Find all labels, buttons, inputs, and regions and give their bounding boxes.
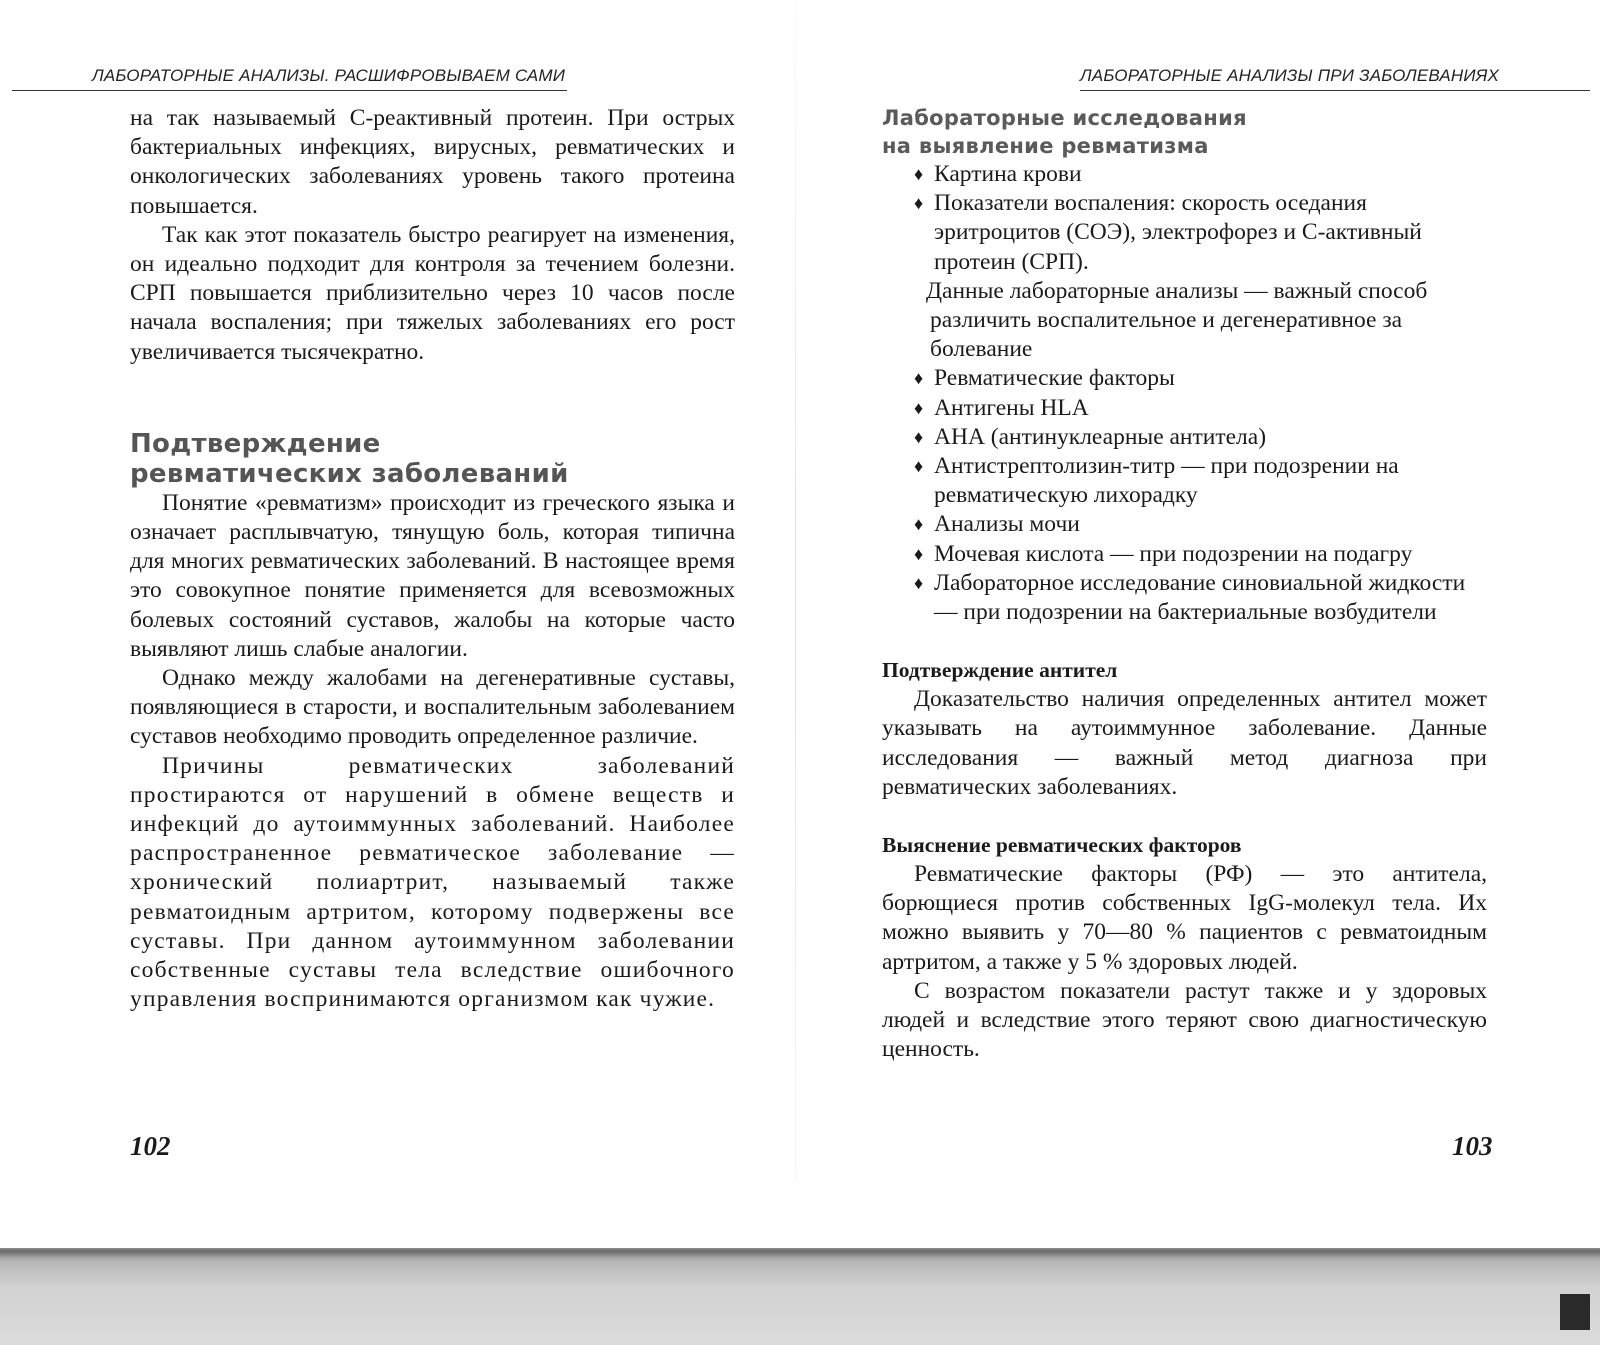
page-edge-shadow xyxy=(0,1248,1600,1258)
list-item: ♦ Показатели воспаления: скорость оседания эритроцитов (СОЭ), электрофорез и С-активный протеин (СРП). xyxy=(914,190,1422,275)
list-item: ♦ Ревматические факторы xyxy=(914,364,1487,393)
right-heading-line-1: Лабораторные исследования xyxy=(882,106,1247,130)
diamond-bullet-icon: ♦ xyxy=(914,572,924,593)
right-paragraph-3: С возрастом показатели растут также и у здоровых людей и вследствие этого теряют свою диагностическую ценность. xyxy=(882,977,1487,1063)
scanner-corner-block xyxy=(1560,1294,1590,1330)
diamond-bullet-icon: ♦ xyxy=(914,456,924,477)
book-spine xyxy=(795,0,796,1180)
left-page-number: 102 xyxy=(130,1131,171,1161)
list-item: ♦ АНА (антинуклеарные антитела) xyxy=(914,423,1487,452)
left-heading-line-2: ревматических заболеваний xyxy=(130,458,569,489)
diamond-bullet-icon: ♦ xyxy=(914,368,924,389)
diamond-bullet-icon: ♦ xyxy=(914,164,924,184)
right-page-body xyxy=(882,104,1487,1064)
list-item: ♦ Мочевая кислота — при подозрении на подагру xyxy=(914,540,1487,569)
left-heading-line-1: Подтверждение xyxy=(130,428,381,459)
subheading-antibodies: Подтверждение антител xyxy=(882,658,1118,683)
list-item: ♦ Картина крови xyxy=(914,160,1487,189)
list-item: ♦ Антигены HLA xyxy=(914,394,1487,423)
diamond-bullet-icon: ♦ xyxy=(914,514,924,535)
list-item: ♦ Анализы мочи xyxy=(914,510,1487,539)
right-paragraph-2: Ревматические факторы (РФ) — это антитела, борющиеся против собственных IgG-молекул тела. Их можно выявить у 70—80 % пациентов с ревматоидным артритом, а также у 5 % здоровых людей. xyxy=(882,861,1487,975)
left-paragraph-5: Причины ревматических заболеваний простираются от нарушений в обмене веществ и инфекций до аутоиммунных заболеваний. Наиболее распространенное ревматическое заболевание — хронический полиартрит, называемый также ревматоидным артритом, которому подвержены все суставы. При данном аутоиммунном заболевании собственные суставы тела вследствие ошибочного управления воспринимаются организмом как чужие. xyxy=(130,752,735,1013)
left-paragraph-2: Так как этот показатель быстро реагирует на изменения, он идеально подходит для контроля за течением болезни. СРП повышается приблизительно через 10 часов после начала воспаления; при тяжелых заболеваниях его рост увеличивается тысячекратно. xyxy=(130,221,735,365)
list-item: ♦ Лабораторное исследование синовиальной жидкости — при подозрении на бактериальные возбудители xyxy=(914,569,1466,626)
subheading-rheumatoid-factors: Выяснение ревматических факторов xyxy=(882,833,1242,858)
right-paragraph-1: Доказательство наличия определенных антител может указывать на аутоиммунное заболевание. Данные исследования — важный метод диагноза при ревматических заболеваниях. xyxy=(882,686,1487,800)
right-page-number: 103 xyxy=(1452,1131,1493,1161)
left-paragraph-1: на так называемый С-реактивный протеин. При острых бактериальных инфекциях, вирусных, ревматических и онкологических заболеваниях уровень такого протеина повышается. xyxy=(130,105,735,219)
right-running-head: ЛАБОРАТОРНЫЕ АНАЛИЗЫ ПРИ ЗАБОЛЕВАНИЯХ xyxy=(1080,66,1590,91)
diamond-bullet-icon: ♦ xyxy=(914,426,924,447)
left-running-head: ЛАБОРАТОРНЫЕ АНАЛИЗЫ. РАСШИФРОВЫВАЕМ САМИ xyxy=(12,66,567,91)
list-item: ♦ Антистрептолизин-титр — при подозрении на ревматическую лихорадку xyxy=(914,453,1399,509)
diamond-bullet-icon: ♦ xyxy=(914,193,924,214)
diamond-bullet-icon: ♦ xyxy=(914,543,924,564)
lab-tests-list xyxy=(882,160,1487,277)
right-heading-line-2: на выявление ревматизма xyxy=(882,134,1209,158)
lab-tests-list-continued xyxy=(882,364,1487,627)
bullet-note: Данные лабораторные анализы — важный способ различить воспалительное и дегенеративное за болевание xyxy=(926,277,1428,363)
scanner-edge xyxy=(0,1248,1600,1345)
left-section-heading xyxy=(130,429,735,489)
left-page-body xyxy=(130,104,735,1014)
diamond-bullet-icon: ♦ xyxy=(914,397,924,418)
right-section-heading xyxy=(882,104,1487,160)
left-paragraph-4: Однако между жалобами на дегенеративные суставы, появляющиеся в старости, и воспалительным заболеванием суставов необходимо проводить определенное различие. xyxy=(130,665,735,750)
left-paragraph-3: Понятие «ревматизм» происходит из греческого языка и означает расплывчатую, тянущую боль, которая типична для многих ревматических заболеваний. В настоящее время это совокупное понятие применяется для всевозможных болевых состояний суставов, жалобы на которые часто выявляют лишь слабые аналогии. xyxy=(130,489,735,662)
